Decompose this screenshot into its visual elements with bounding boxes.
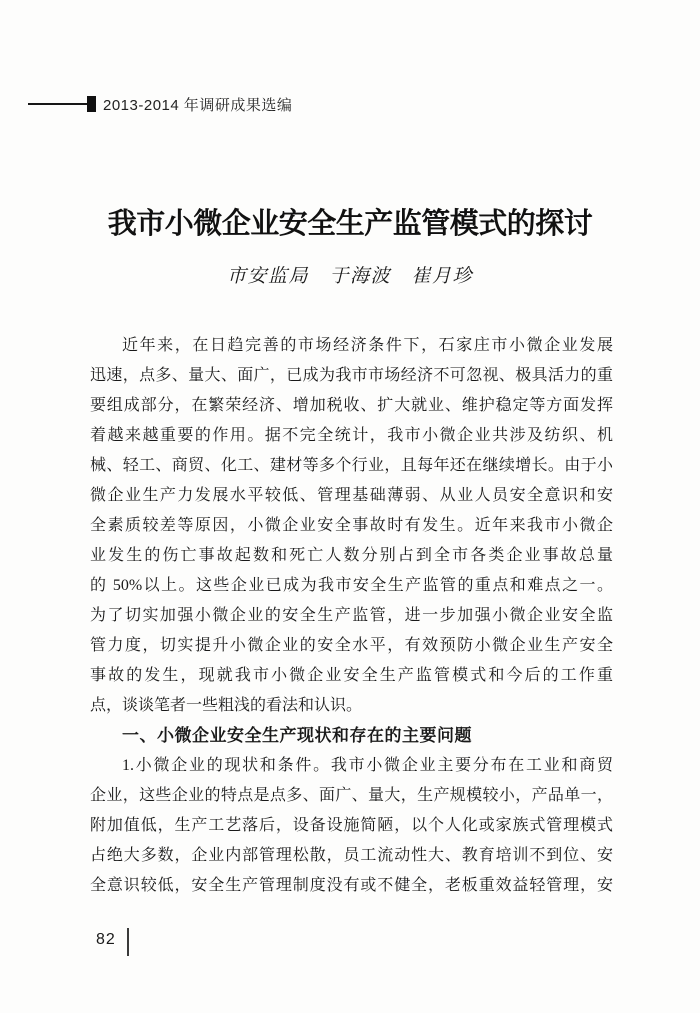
running-header-text: 2013-2014 年调研成果选编 [103, 96, 293, 114]
body-line: 微企业生产力发展水平较低、管理基础薄弱、从业人员安全意识和安 [90, 487, 613, 504]
body-line: 1.小微企业的现状和条件。我市小微企业主要分布在工业和商贸 [122, 757, 613, 774]
article-title: 我市小微企业安全生产监管模式的探讨 [107, 208, 593, 240]
body-line: 事故的发生，现就我市小微企业安全生产监管模式和今后的工作重 [90, 667, 613, 684]
page-number: 82 [96, 931, 116, 948]
body-line: 企业，这些企业的特点是点多、面广、量大，生产规模较小，产品单一， [90, 787, 613, 804]
body-line: 的 50%以上。这些企业已成为我市安全生产监管的重点和难点之一。 [90, 577, 613, 594]
byline: 市安监局 于海波 崔月珍 [226, 266, 473, 287]
page-number-rule [127, 928, 129, 956]
body-line: 全意识较低，安全生产管理制度没有或不健全，老板重效益轻管理，安 [90, 877, 613, 894]
header-rule-line [28, 103, 87, 105]
body-line: 管力度，切实提升小微企业的安全水平，有效预防小微企业生产安全 [90, 637, 613, 654]
body-line: 为了切实加强小微企业的安全生产监管，进一步加强小微企业安全监 [90, 607, 613, 624]
body-line: 占绝大多数，企业内部管理松散，员工流动性大、教育培训不到位、安 [90, 847, 613, 864]
body-line: 迅速，点多、量大、面广，已成为我市市场经济不可忽视、极具活力的重 [90, 367, 613, 384]
section-heading: 一、小微企业安全生产现状和存在的主要问题 [122, 726, 472, 745]
body-line: 械、轻工、商贸、化工、建材等多个行业，且每年还在继续增长。由于小 [90, 457, 613, 474]
body-line: 附加值低，生产工艺落后，设备设施简陋，以个人化或家族式管理模式 [90, 817, 613, 834]
body-line: 要组成部分，在繁荣经济、增加税收、扩大就业、维护稳定等方面发挥 [90, 397, 613, 414]
body-line: 着越来越重要的作用。据不完全统计，我市小微企业共涉及纺织、机 [90, 427, 613, 444]
body-line: 点，谈谈笔者一些粗浅的看法和认识。 [90, 697, 363, 714]
header-block-marker-icon [87, 96, 96, 112]
body-line: 业发生的伤亡事故起数和死亡人数分别占到全市各类企业事故总量 [90, 547, 613, 564]
body-line: 近年来，在日趋完善的市场经济条件下，石家庄市小微企业发展 [122, 337, 613, 354]
body-line: 全素质较差等原因，小微企业安全事故时有发生。近年来我市小微企 [90, 517, 613, 534]
running-header [28, 95, 292, 113]
article-body [90, 331, 613, 901]
